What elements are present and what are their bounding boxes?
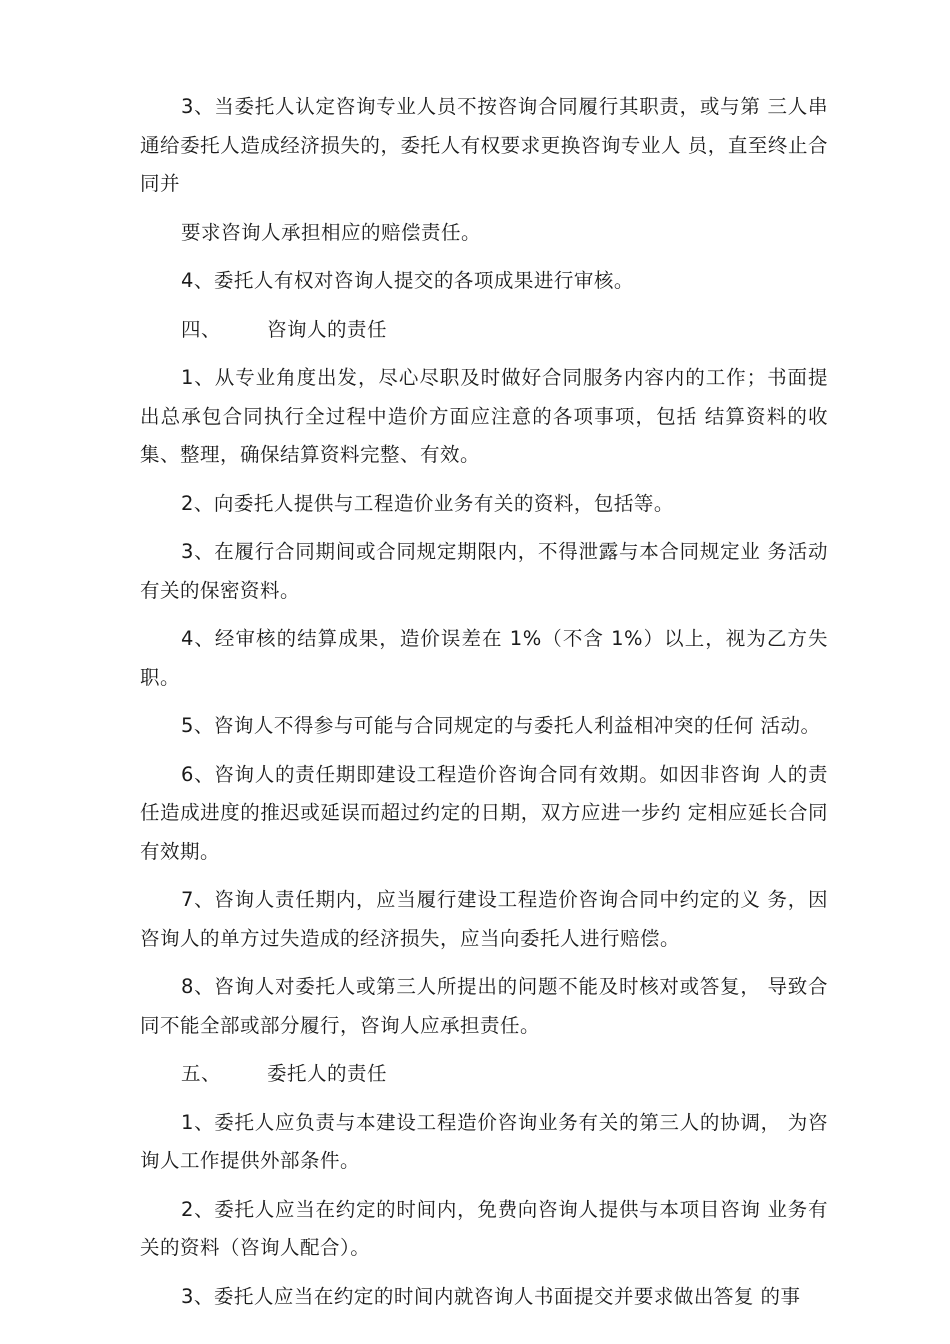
section-title: 委托人的责任 — [266, 1062, 387, 1085]
section-number: 五、 — [180, 1062, 221, 1085]
consultant-duty-2: 2、向委托人提供与工程造价业务有关的资料，包括等。 — [180, 491, 674, 515]
paragraph-4: 4、委托人有权对咨询人提交的各项成果进行审核。 — [180, 269, 634, 292]
document-page — [140, 88, 828, 1326]
paragraph-3-continued: 3、当委托人认定咨询专业人员不按咨询合同履行其职责，或与第 三人串通给委托人造成经济损失的，委托人有权要求更换咨询专业人 员，直至终止合同并 — [140, 95, 828, 195]
consultant-duty-6: 6、咨询人的责任期即建设工程造价咨询合同有效期。如因非咨询 人的责任造成进度的推迟或延误而超过约定的日期，双方应进一步约 定相应延长合同有效期。 — [140, 762, 828, 863]
client-duty-1: 1、委托人应负责与本建设工程造价咨询业务有关的第三人的协调， 为咨询人工作提供外部条件。 — [140, 1110, 828, 1172]
section-number: 四、 — [180, 317, 221, 341]
consultant-duty-3: 3、在履行合同期间或合同规定期限内，不得泄露与本合同规定业 务活动有关的保密资料。 — [140, 540, 828, 602]
client-duty-2: 2、委托人应当在约定的时间内，免费向咨询人提供与本项目咨询 业务有关的资料（咨询人配合）。 — [140, 1197, 828, 1259]
section-title: 咨询人的责任 — [266, 317, 387, 341]
consultant-duty-1: 1、从专业角度出发，尽心尽职及时做好合同服务内容内的工作；书面提出总承包合同执行全过程中造价方面应注意的各项事项，包括 结算资料的收集、整理，确保结算资料完整、有效。 — [140, 366, 828, 466]
section-heading-consultant-duties — [140, 311, 828, 350]
consultant-duty-4: 4、经审核的结算成果，造价误差在 1%（不含 1%）以上，视为乙方失职。 — [140, 627, 828, 689]
consultant-duty-5: 5、咨询人不得参与可能与合同规定的与委托人利益相冲突的任何 活动。 — [180, 714, 821, 737]
client-duty-3: 3、委托人应当在约定的时间内就咨询人书面提交并要求做出答复 的事 — [180, 1284, 801, 1308]
consultant-duty-8: 8、咨询人对委托人或第三人所提出的问题不能及时核对或答复， 导致合同不能全部或部分履行，咨询人应承担责任。 — [140, 975, 828, 1037]
consultant-duty-7: 7、咨询人责任期内，应当履行建设工程造价咨询合同中约定的义 务，因咨询人的单方过失造成的经济损失，应当向委托人进行赔偿。 — [140, 888, 828, 950]
section-heading-client-duties — [140, 1055, 828, 1094]
paragraph-3-tail: 要求咨询人承担相应的赔偿责任。 — [180, 220, 481, 244]
